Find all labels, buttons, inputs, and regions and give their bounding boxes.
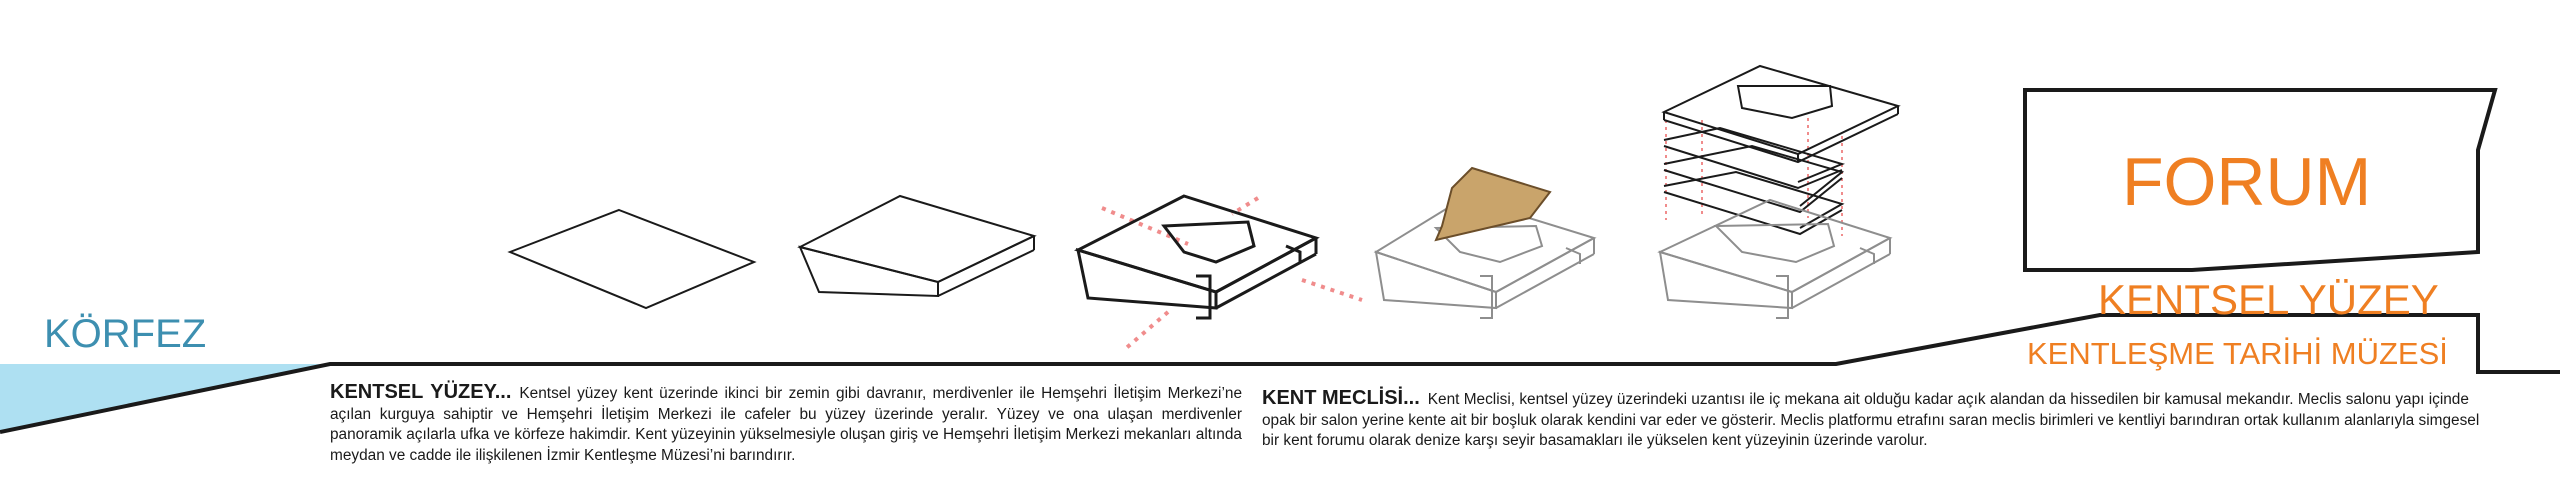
diagram-step-3: [1078, 196, 1362, 350]
kentsel-yuzey-label: KENTSEL YÜZEY: [2098, 276, 2439, 323]
kent-meclisi-body: Kent Meclisi, kentsel yüzey üzerindeki uzantısı ile iç mekana ait olduğu kadar açık alandan da hissedilen bir kamusal mekandır. Meclis salonu yapı içinde opak bir salon yerine kente ait bir boşluk olarak kendini var eder ve gösterir. Meclis platformu etrafını saran meclis birimleri ve kentliyi barındıran ortak kullanım alanlarıyla simgesel bir kent forumu olarak denize karşı seyir basamakları ile yükselen kent yüzeyinin üzerinde varolur.: [1262, 391, 2480, 449]
kentsel-yuzey-body: Kentsel yüzey kent üzerinde ikinci bir zemin gibi davranır, merdivenler ile Hemşehri İletişim Merkezi’ne açılan kurguya sahiptir ve Hemşehri İletişim Merkezi ile cafeler bu yüzey üzerinde yeralır. Yüzey ve ona ulaşan merdivenler panoramik açılarla ufka ve körfeze hakimdir. Kent yüzeyinin yükselmesiyle oluşan giriş ve Hemşehri İletişim Merkezi mekanları altında meydan ve cadde ile ilişkilenen İzmir Kentleşme Müzesi’ni barındırır.: [330, 385, 1243, 464]
museum-label: KENTLEŞME TARİHİ MÜZESİ: [2027, 336, 2448, 371]
kentsel-yuzey-description: [330, 382, 1242, 466]
kent-meclisi-title: KENT MECLİSİ...: [1262, 387, 1420, 409]
korfez-label: KÖRFEZ: [44, 312, 207, 356]
forum-label: FORUM: [2122, 144, 2372, 220]
assembly-slab: [1436, 168, 1550, 240]
diagram-step-4: [1376, 168, 1594, 318]
diagram-step-2: [800, 196, 1034, 296]
kentsel-yuzey-title: KENTSEL YÜZEY...: [330, 381, 512, 403]
kent-meclisi-description: [1262, 388, 2498, 452]
diagram-step-1: [510, 210, 754, 308]
diagram-step-5: [1660, 66, 1898, 318]
